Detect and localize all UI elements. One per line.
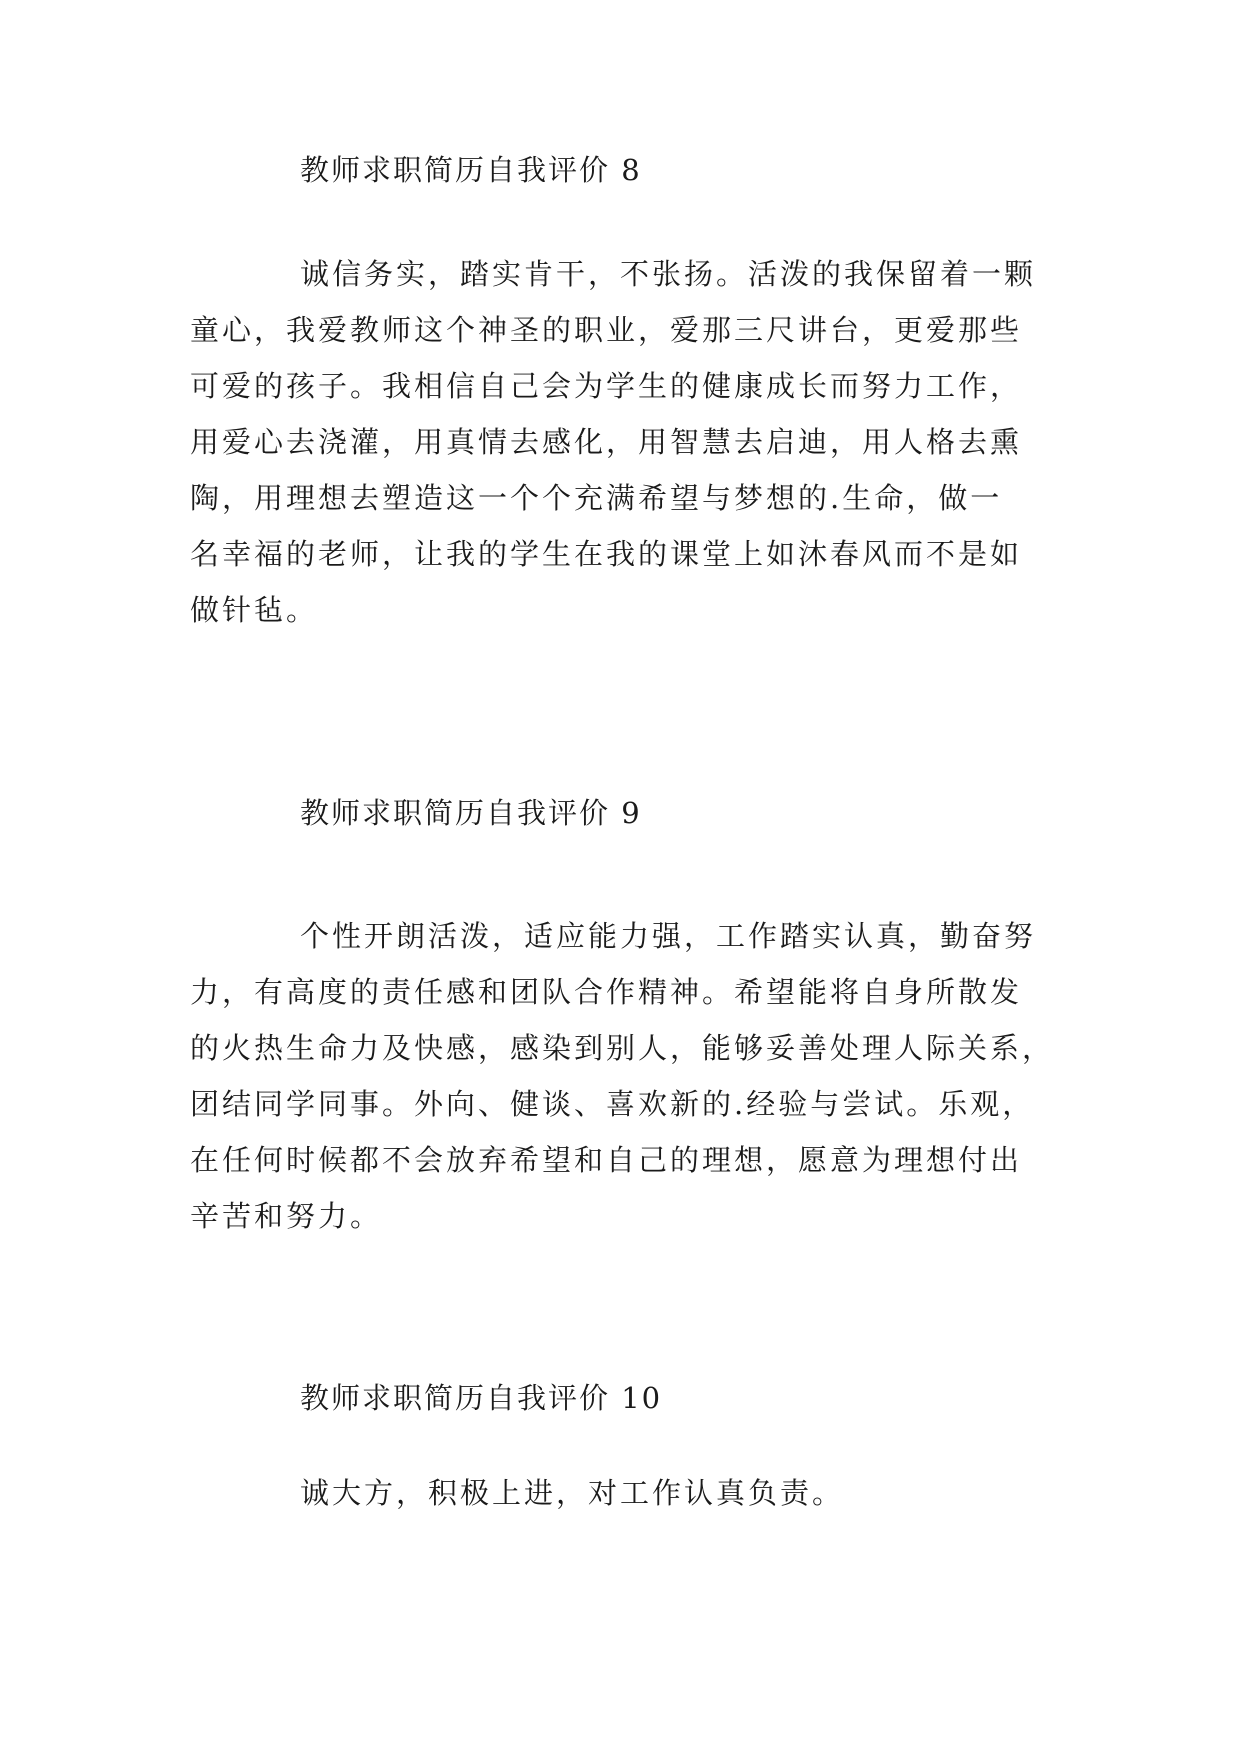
paragraph-line: 个性开朗活泼，适应能力强，工作踏实认真，勤奋努: [300, 919, 1037, 953]
paragraph-line: 在任何时候都不会放弃希望和自己的理想，愿意为理想付出: [190, 1143, 1023, 1177]
paragraph-line: 诚大方，积极上进，对工作认真负责。: [300, 1476, 845, 1510]
paragraph-line: 做针毡。: [190, 593, 319, 627]
paragraph-line: 陶，用理想去塑造这一个个充满希望与梦想的.生命，做一: [190, 481, 1003, 515]
paragraph-line: 团结同学同事。外向、健谈、喜欢新的.经验与尝试。乐观，: [190, 1087, 1035, 1121]
paragraph-line: 辛苦和努力。: [190, 1199, 383, 1233]
paragraph-line: 力，有高度的责任感和团队合作精神。希望能将自身所散发: [190, 975, 1023, 1009]
paragraph-line: 名幸福的老师，让我的学生在我的课堂上如沐春风而不是如: [190, 537, 1023, 571]
paragraph-line: 诚信务实，踏实肯干，不张扬。活泼的我保留着一颗: [300, 257, 1037, 291]
paragraph-line: 的火热生命力及快感，感染到别人，能够妥善处理人际关系，: [190, 1031, 1055, 1065]
section-heading: 教师求职简历自我评价 9: [300, 796, 642, 830]
section-paragraph: [190, 908, 1070, 1244]
section-heading: 教师求职简历自我评价 10: [300, 1381, 663, 1415]
section-paragraph: [190, 246, 1070, 638]
paragraph-line: 可爱的孩子。我相信自己会为学生的健康成长而努力工作，: [190, 369, 1023, 403]
section-heading: 教师求职简历自我评价 8: [300, 153, 642, 187]
paragraph-line: 童心，我爱教师这个神圣的职业，爱那三尺讲台，更爱那些: [190, 313, 1023, 347]
paragraph-line: 用爱心去浇灌，用真情去感化，用智慧去启迪，用人格去熏: [190, 425, 1023, 459]
